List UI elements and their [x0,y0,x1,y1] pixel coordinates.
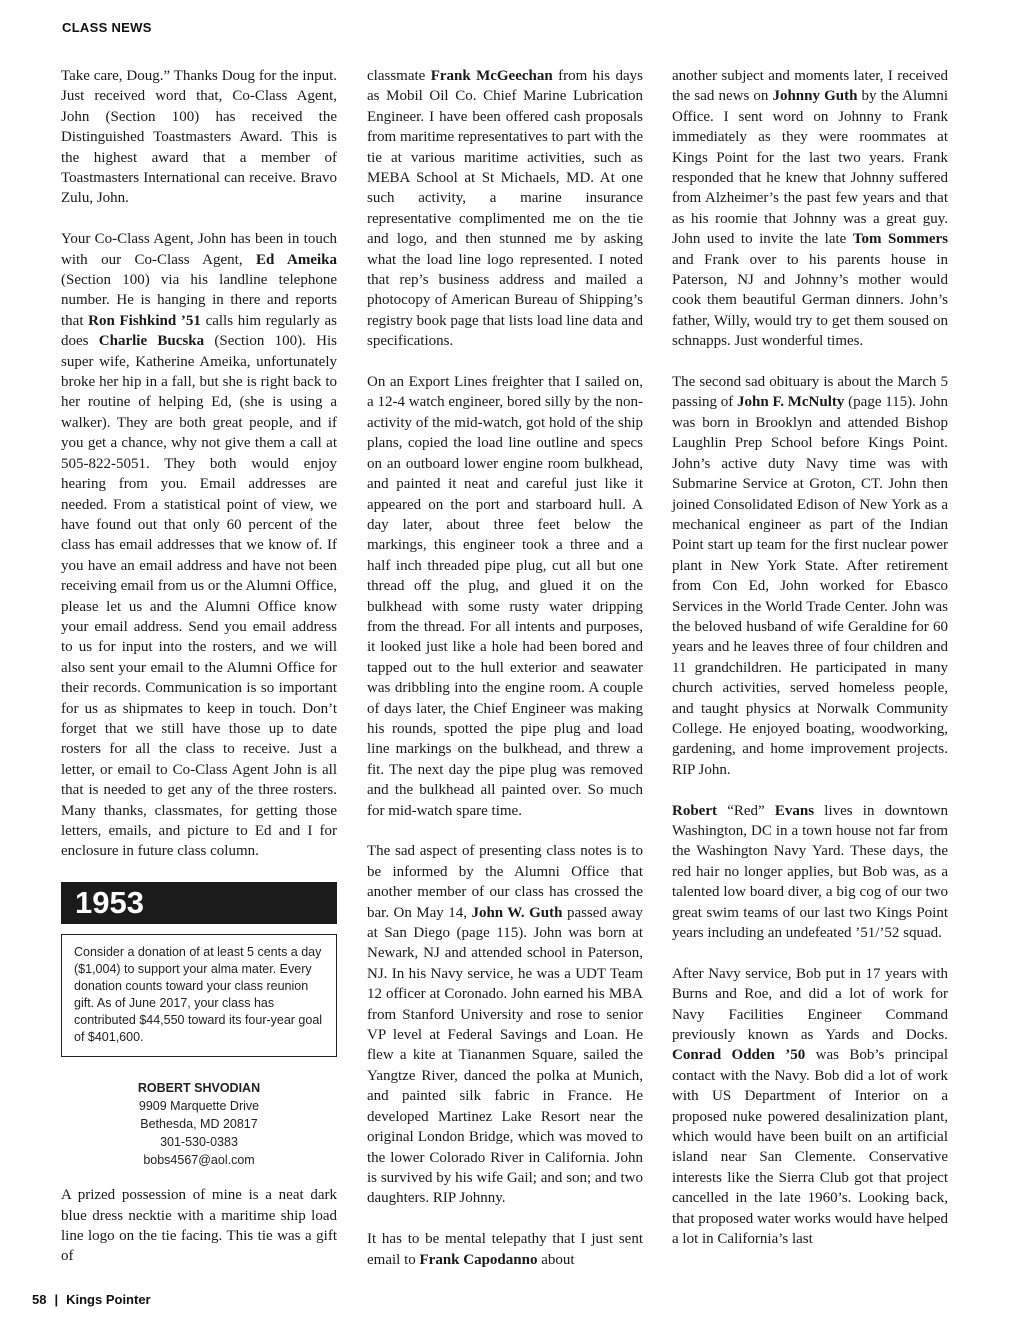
column-1 [61,66,337,1267]
person-name: Robert [672,802,717,819]
paragraph: Robert “Red” Evans lives in downtown Washington, DC in a town house not far from the Washington Navy Yard. These days, the red hair no longer applies, but Bob was, as a talented low board diver, a big cog of our two great swim teams of our last two Kings Point years including an undefeated ’51/’52 squad. [672,802,949,942]
person-name: Frank McGeechan [430,68,553,84]
person-name: Frank Capodanno [419,1251,538,1268]
paragraph: On an Export Lines freighter that I sailed on, a 12-4 watch engineer, bored silly by the non-activity of the mid-watch, got hold of the ship plans, copied the load line outline and specs on an outboard lower engine room bulkhead, and painted it neat and careful just like it appeared on the port and starboard hull. A day later, about three feet below the markings, this engineer took a three and a half inch threaded pipe plug, cut all but one thread off the plug, and glued it on the bulkhead with some rusty water dripping from the thread. For all intents and purposes, it looked just like a hole had been bored and tapped out to the hull exterior and seawater was dribbling into the engine room. A couple of days later, the Chief Engineer was making his rounds, spotted the pipe plug and load line markings on the bulkhead, and threw a fit. The next day the pipe plug was removed and the bulkhead all painted over. So much for mid-watch spare time. [367,374,643,819]
person-name: Tom Sommers [852,231,949,248]
contact-phone: 301-530-0383 [160,1135,238,1150]
paragraph: After Navy service, Bob put in 17 years with Burns and Roe, and did a lot of work for Navy Facilities Engineer Command previously known as Yards and Docks. Conrad Odden ’50 was Bob’s principal contact with the Navy. Bob did a lot of work with US Department of Interior on a proposed nuke powered desalinization plant, which would have been built on an artificial island near San Clemente. Conservative interests like the Sierra Club got that project cancelled in the late 1960’s. Looking back, that proposed water works would have helped a lot in California’s last [672,965,949,1248]
class-agent-contact [61,1079,337,1169]
person-name: Evans [774,802,815,819]
paragraph: Take care, Doug.” Thanks Doug for the input. Just received word that, Co-Class Agent, John (Section 100) has received the Distinguished Toastmasters Award. This is the highest award that a member of Toastmasters International can receive. Bravo Zulu, John. [61,68,337,207]
person-name: Ed Ameika [256,251,338,268]
person-name: John F. McNulty [737,394,845,411]
contact-city: Bethesda, MD 20817 [140,1117,258,1132]
person-name: Ron Fishkind ’51 [88,312,201,329]
person-name: John W. Guth [471,904,563,921]
paragraph: The second sad obituary is about the March 5 passing of John F. McNulty (page 115). John was born in Brooklyn and attended Bishop Laughlin Prep School before Kings Point. John’s active duty Navy time was with Submarine Service at Groton, CT. John then joined Consolidated Edison of New York as a mechanical engineer as part of the Indian Point start up team for the first nuclear power plant in New York State. After retirement from Con Ed, John worked for Ebasco Services in the World Trade Center. John was the beloved husband of wife Geraldine for 60 years and he leaves three of four children and 11 grandchildren. He participated in many church activities, served homeless people, and taught physics at Norwalk Community College. He enjoyed boating, woodworking, gardening, and home improvement projects. RIP John. [672,374,949,778]
column-3 [672,66,948,1250]
person-name: Johnny Guth [772,88,858,105]
contact-street: 9909 Marquette Drive [138,1099,260,1114]
publication-name: Kings Pointer [66,1292,151,1307]
paragraph: A prized possession of mine is a neat dark blue dress necktie with a maritime ship load line logo on the tie facing. This tie was a gift of [61,1187,337,1265]
contact-email[interactable]: bobs4567@aol.com [143,1153,255,1168]
paragraph: classmate Frank McGeechan from his days as Mobil Oil Co. Chief Marine Lubrication Engineer. I have been offered cash proposals from maritime representatives to part with the tie at various maritime activities, such as MEBA School at St Michaels, MD. At one such activity, a marine insurance representative complimented me on the tie and logo, and then stunned me by asking what the load line logo represented. I noted that rep’s business address and mailed a photocopy of American Bureau of Shipping’s registry book page that lists load line data and specifications. [367,68,643,350]
paragraph: The sad aspect of presenting class notes is to be informed by the Alumni Office that another member of our class has crossed the bar. On May 14, John W. Guth passed away at San Diego (page 115). John was born at Newark, NJ and attended school in Paterson, NJ. In his Navy service, he was a UDT Team 12 officer at Coronado. John earned his MBA from Stanford University and rose to senior VP level at Federal Savings and Loan. He flew a kite at Tiananmen Square, sailed the Yangtze River, danced the polka at Munich, and painted silk fabric in France. He developed Martinez Lake Resort near the original London Bridge, which was moved to the lower Colorado River in California. John is survived by his wife Gail; and son; and two daughters. RIP Johnny. [367,843,644,1207]
donation-box: Consider a donation of at least 5 cents a day ($1,004) to support your alma mater. Every donation counts toward your class reunion gift. As of June 2017, your class has contributed $44,550 toward its four-year goal of $401,600. [61,934,337,1057]
page-footer [32,1292,151,1307]
person-name: Conrad Odden ’50 [672,1047,806,1064]
paragraph: Your Co-Class Agent, John has been in touch with our Co-Class Agent, Ed Ameika (Section 100) via his landline telephone number. He is hanging in there and reports that Ron Fishkind ’51 calls him regularly as does Charlie Bucska (Section 100). His super wife, Katherine Ameika, unfortunately broke her hip in a fall, but she is right back to her routine of helping Ed, (she is using a walker). They are both great people, and if you get a chance, why not give them a call at 505-822-5051. They both would enjoy hearing from you. Email addresses are needed. From a statistical point of view, we have found out that only 60 percent of the class has email addresses that we know of. If you have an email address and have not been receiving email from us or the Alumni Office, please let us and the Alumni Office know your email address. Send you email address to us for input into the rosters, and we will also sent your email to the Alumni Office for their records. Communication is so important for us as shipmates to keep in touch. Don’t forget that we still have those up to date rosters for all the class to receive. Just a letter, or email to Co-Class Agent John is all that is needed to get any of the three rosters. Many thanks, classmates, for getting those letters, emails, and picture to Ed and I for enclosure in future class column. [61,231,338,860]
column-2 [367,66,643,1270]
class-year-banner: 1953 [61,882,337,924]
page-number: 58 [32,1292,47,1307]
contact-name: ROBERT SHVODIAN [137,1081,261,1096]
footer-separator: | [54,1292,59,1307]
person-name: Charlie Bucska [98,333,205,350]
section-title: CLASS NEWS [62,20,152,35]
paragraph: another subject and moments later, I received the sad news on Johnny Guth by the Alumni Office. I sent word on Johnny to Frank immediately as they were roommates at Kings Point for the last two years. Frank responded that he knew that Johnny suffered from Alzheimer’s the past few years and that as his roomie that Johnny was a great guy. John used to invite the late Tom Sommers and Frank over to his parents house in Paterson, NJ and Johnny’s mother would cook them beautiful German dinners. John’s father, Willy, would try to get them soused on schnapps. Just wonderful times. [672,68,949,350]
paragraph: It has to be mental telepathy that I just sent email to Frank Capodanno about [367,1231,643,1268]
